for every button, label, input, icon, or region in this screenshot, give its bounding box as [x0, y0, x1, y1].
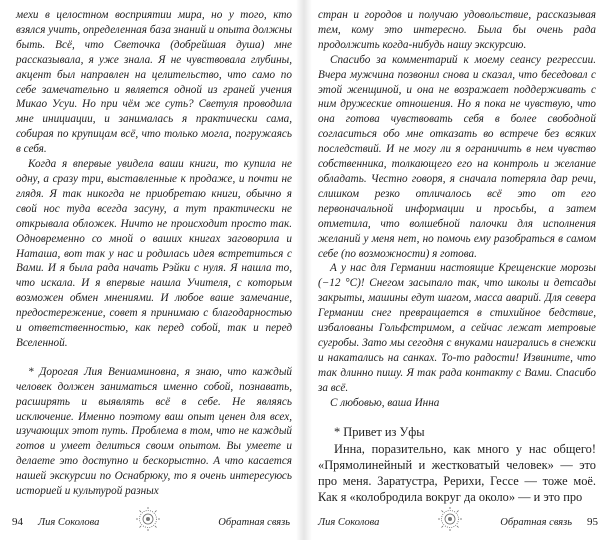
reply-heading: * Привет из Уфы — [334, 425, 425, 440]
publisher-sun-emblem-icon — [434, 502, 466, 534]
running-author: Лия Соколова — [318, 517, 380, 528]
letter-paragraph: * Дорогая Лия Вениаминовна, я знаю, что каждый человек должен заниматься именно собой, познавать, расширять и выявлять всё в себе. Не являясь исключение. Именно поэтому ваш опыт ценен для всех, изучающих этот путь. Проблема в том, что не каждый готов и умеет делиться своим опытом. Вы умеете и делаете это доступно и бескорыстно. А что касается нашей экскурсии по Оснабрюку, то я очень интересуюсь историей и культурой разных — [16, 365, 292, 498]
paragraph: мехи в целостном восприятии мира, но у того, кто взялся учить, определенная база знаний и опыта должны быть. Всё, что Светочка (добрейшая душа) мне рассказывала, я уже знала. Я не чувствовала глубины, акцент был направлен на целительство, что само по себе замечательно и является одной из граней учения Микао Усуи. Но при чём же суть? Светуля проводила мне инициации, и занималась я практически сама, собирая по крупицам всё, что только могла, погружаясь в себя. — [16, 9, 292, 156]
page-number: 94 — [12, 516, 23, 528]
reply-paragraph: Инна, поразительно, как много у нас общего! «Прямолинейный и жестковатый человек» — это про меня. Заратустра, Рерихи, Гессе — тоже моё. Как я «колобродила вокруг да около» — и это про — [318, 441, 596, 505]
running-author: Лия Соколова — [38, 517, 100, 528]
left-page-footer — [0, 508, 304, 534]
right-page — [304, 0, 608, 540]
paragraph: Спасибо за комментарий к моему сеансу регрессии. Вчера мужчина позвонил снова и сказал, что беседовал с этой женщиной, и она не возражает поддерживать с ним дружеские отношения. Но я пока не чувствую, что она готова чувствовать себя в более свободной согласиться обо мне отказать во встрече без всяких последствий. И не могу ли я ограничить в нем чувство собственника, толкающего его на контроль и желание обладать. Честно говоря, я сначала потеряла дар речи, слишком резко отличалось всё это от его первоначальной информации и просьбы, а затем отметила, что волшебной палочки для исполнения желаний у меня нет, но помочь ему разобраться в самом себе (по возможности) я готова. — [318, 53, 596, 260]
page-number: 95 — [587, 516, 598, 528]
publisher-sun-emblem-icon — [132, 502, 164, 534]
left-page-text — [16, 8, 292, 499]
right-page-footer — [304, 508, 608, 534]
paragraph: А у нас для Германии настоящие Крещенские морозы (−12 °С)! Снегом засыпало так, что школы и детсады закрыты, машины едут шагом, масса аварий. Для севера Германии снег превращается в стихийное бедствие, избалованы Гольфстримом, а сейчас лежат метровые сугробы. Зато мы сегодня с внуками наигрались в снежки и накатались на санках. То-то радости! Извините, что так длинно пишу. Я так рада контакту с Вами. Спасибо за всё. — [318, 262, 596, 394]
signature-line: С любовью, ваша Инна — [330, 396, 440, 409]
paragraph: Когда я впервые увидела ваши книги, то купила не одну, а сразу три, выставленные к продаже, и почти не глядя. Я так никогда не приобретаю книги, обычно я свой нос туда всегда засуну, а тут практически не открывала обложек. Ничто не происходит просто так. Одновременно со мной о ваших книгах заговорила и Наташа, вот так у нас и родилась идея встретиться с Вами. И я была рада начать Рэйки с нуля. Я нашла то, что искала. И я впервые нашла Учителя, с которым возможен обмен мнениями. И любое ваше замечание, предостережение, совет я принимаю с благодарностью и ответственностью, как перед собой, так и перед Вселенной. — [16, 158, 292, 349]
right-page-text — [318, 8, 596, 505]
running-section-title: Обратная связь — [218, 517, 290, 528]
paragraph: стран и городов и получаю удовольствие, рассказывая тем, кому это интересно. Была бы очень рада продолжить когда-нибудь нашу экскурсию. — [318, 9, 596, 51]
running-section-title: Обратная связь — [500, 517, 572, 528]
